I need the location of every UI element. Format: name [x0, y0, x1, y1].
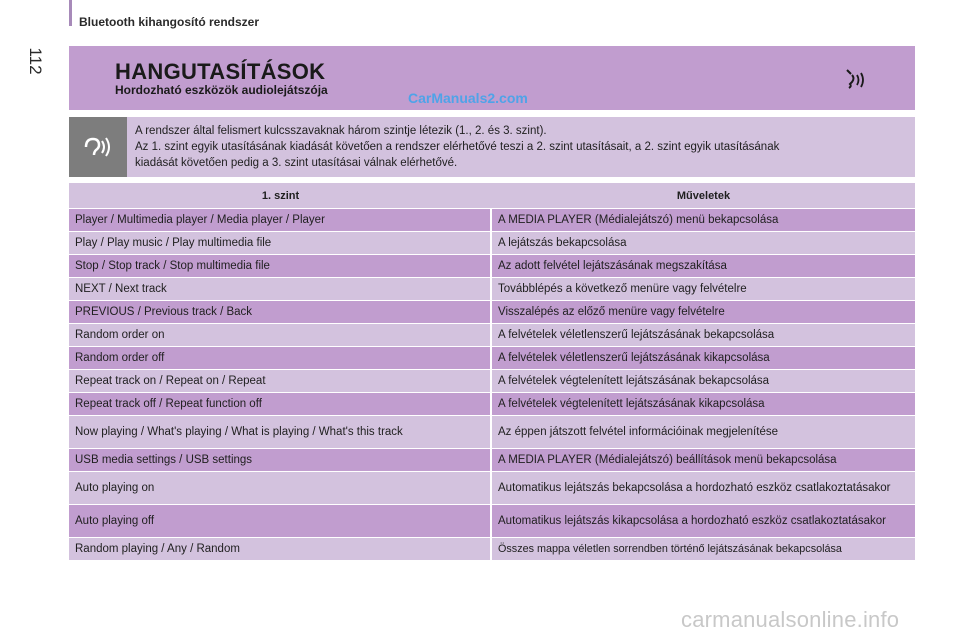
command-cell: Random order on	[69, 324, 492, 347]
action-cell: Az éppen játszott felvétel információinak megjelenítése	[492, 416, 915, 449]
voice-command-table	[69, 183, 915, 561]
command-cell: Random order off	[69, 347, 492, 370]
table-row	[69, 505, 915, 538]
intro-line: Az 1. szint egyik utasításának kiadását követően a rendszer elérhetővé teszi a 2. szint utasításait, a 2. szint egyik utasításának	[135, 141, 780, 153]
table-row	[69, 347, 915, 370]
command-cell: Play / Play music / Play multimedia file	[69, 232, 492, 255]
action-cell: A MEDIA PLAYER (Médialejátszó) menü bekapcsolása	[492, 209, 915, 232]
intro-line: kiadását követően pedig a 3. szint utasításai válnak elérhetővé.	[135, 157, 458, 169]
column-header-actions: Műveletek	[492, 183, 915, 209]
table-row	[69, 301, 915, 324]
column-header-level: 1. szint	[69, 183, 492, 209]
table-row	[69, 538, 915, 561]
watermark-bottom: carmanualsonline.info	[681, 607, 900, 632]
header-band	[69, 46, 915, 110]
command-cell: Random playing / Any / Random	[69, 538, 492, 561]
section-accent-bar	[69, 0, 72, 26]
action-cell: A felvételek véletlenszerű lejátszásának kikapcsolása	[492, 347, 915, 370]
command-cell: Stop / Stop track / Stop multimedia file	[69, 255, 492, 278]
table-row	[69, 232, 915, 255]
intro-line: A rendszer által felismert kulcsszavaknak három szintje létezik (1., 2. és 3. szint).	[135, 125, 547, 137]
table-row	[69, 209, 915, 232]
voice-command-icon	[843, 66, 871, 94]
command-cell: Now playing / What's playing / What is playing / What's this track	[69, 416, 492, 449]
table-row	[69, 393, 915, 416]
table-row	[69, 416, 915, 449]
action-cell: A felvételek végtelenített lejátszásának kikapcsolása	[492, 393, 915, 416]
command-cell: Player / Multimedia player / Media player / Player	[69, 209, 492, 232]
page-subtitle: Hordozható eszközök audiolejátszója	[115, 83, 328, 97]
intro-box	[69, 117, 915, 177]
action-cell: A lejátszás bekapcsolása	[492, 232, 915, 255]
table-header-row	[69, 183, 915, 209]
table-row	[69, 370, 915, 393]
command-cell: USB media settings / USB settings	[69, 449, 492, 472]
section-label: Bluetooth kihangosító rendszer	[79, 15, 260, 29]
command-cell: Repeat track off / Repeat function off	[69, 393, 492, 416]
command-cell: Auto playing on	[69, 472, 492, 505]
intro-text	[135, 123, 905, 171]
table-row	[69, 472, 915, 505]
voice-speaker-icon	[69, 117, 127, 177]
action-cell: Továbblépés a következő menüre vagy felvételre	[492, 278, 915, 301]
action-cell: A MEDIA PLAYER (Médialejátszó) beállítások menü bekapcsolása	[492, 449, 915, 472]
table-row	[69, 278, 915, 301]
action-cell: Automatikus lejátszás kikapcsolása a hordozható eszköz csatlakoztatásakor	[492, 505, 915, 538]
command-cell: NEXT / Next track	[69, 278, 492, 301]
action-cell: Összes mappa véletlen sorrendben történő lejátszásának bekapcsolása	[492, 538, 915, 561]
action-cell: Az adott felvétel lejátszásának megszakítása	[492, 255, 915, 278]
table-row	[69, 449, 915, 472]
action-cell: Visszalépés az előző menüre vagy felvételre	[492, 301, 915, 324]
action-cell: Automatikus lejátszás bekapcsolása a hordozható eszköz csatlakoztatásakor	[492, 472, 915, 505]
action-cell: A felvételek véletlenszerű lejátszásának bekapcsolása	[492, 324, 915, 347]
table-row	[69, 255, 915, 278]
page-title: HANGUTASÍTÁSOK	[115, 59, 326, 84]
watermark-top: CarManuals2.com	[408, 90, 528, 106]
table-row	[69, 324, 915, 347]
page-number: 112	[26, 47, 45, 75]
action-cell: A felvételek végtelenített lejátszásának bekapcsolása	[492, 370, 915, 393]
command-cell: PREVIOUS / Previous track / Back	[69, 301, 492, 324]
command-cell: Auto playing off	[69, 505, 492, 538]
command-cell: Repeat track on / Repeat on / Repeat	[69, 370, 492, 393]
